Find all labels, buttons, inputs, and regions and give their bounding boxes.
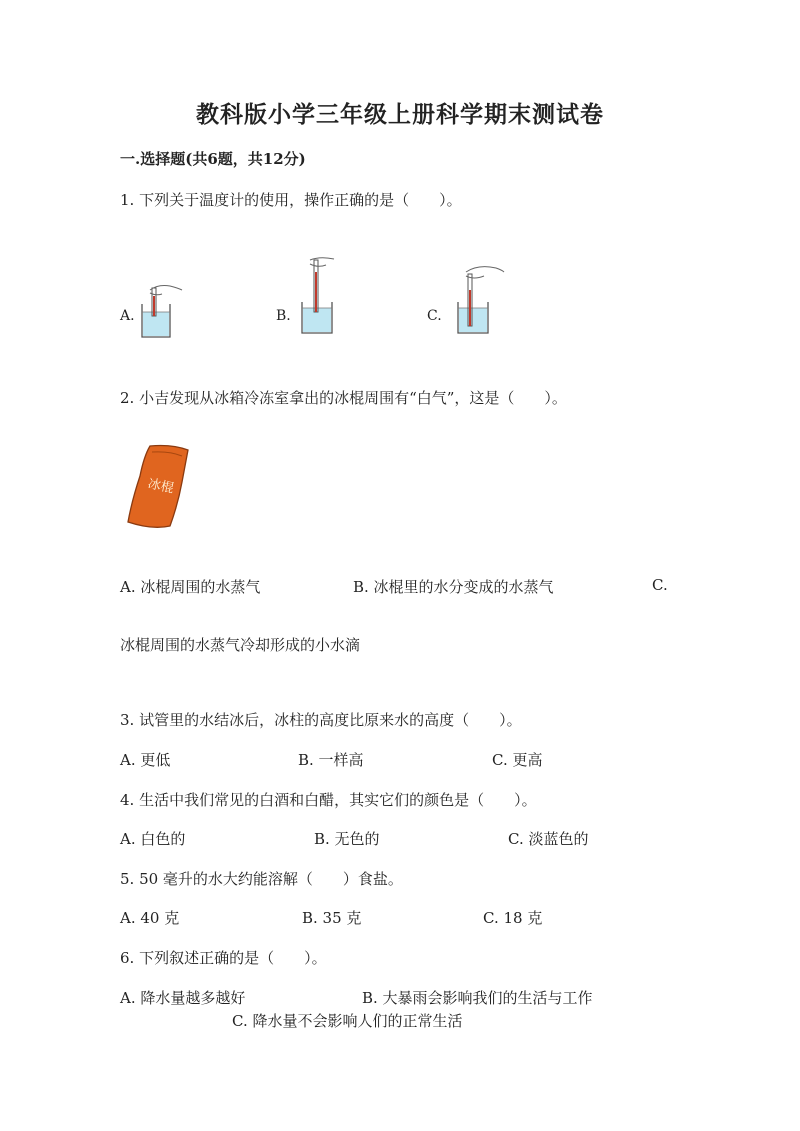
q1-option-a-label: A. — [120, 308, 135, 324]
q3-option-a: A. 更低 — [120, 751, 171, 769]
q2-option-a: A. 冰棍周围的水蒸气 — [120, 578, 261, 596]
question-2: 2. 小吉发现从冰箱冷冻室拿出的冰棍周围有“白气”，这是（ ）。 — [120, 389, 567, 407]
q4-option-c: C. 淡蓝色的 — [508, 830, 589, 848]
q5-option-b: B. 35 克 — [302, 909, 362, 927]
beaker-thermometer-b-icon — [300, 256, 340, 336]
q1-option-c-label: C. — [427, 308, 442, 324]
question-4: 4. 生活中我们常见的白酒和白醋，其实它们的颜色是（ ）。 — [120, 791, 537, 809]
popsicle-label: 冰棍 — [146, 476, 176, 497]
popsicle-image — [122, 442, 194, 532]
q4-option-a: A. 白色的 — [120, 830, 186, 848]
q6-option-b: B. 大暴雨会影响我们的生活与工作 — [362, 989, 593, 1007]
question-1: 1. 下列关于温度计的使用，操作正确的是（ ）。 — [120, 191, 462, 209]
q4-option-b: B. 无色的 — [314, 830, 380, 848]
q5-option-c: C. 18 克 — [483, 909, 543, 927]
q6-option-a: A. 降水量越多越好 — [120, 989, 246, 1007]
question-5: 5. 50 毫升的水大约能溶解（ ）食盐。 — [120, 870, 403, 888]
q2-option-c-label: C. — [652, 576, 668, 594]
question-3: 3. 试管里的水结冰后，冰柱的高度比原来水的高度（ ）。 — [120, 711, 522, 729]
q5-option-a: A. 40 克 — [120, 909, 180, 927]
question-6: 6. 下列叙述正确的是（ ）。 — [120, 949, 327, 967]
page-title: 教科版小学三年级上册科学期末测试卷 — [196, 101, 604, 128]
section-heading: 一.选择题(共6题，共12分) — [120, 150, 306, 168]
beaker-thermometer-c-icon — [456, 258, 504, 336]
q2-option-b: B. 冰棍里的水分变成的水蒸气 — [353, 578, 554, 596]
q2-option-c: 冰棍周围的水蒸气冷却形成的小水滴 — [120, 636, 361, 654]
q3-option-c: C. 更高 — [492, 751, 543, 769]
q1-option-b-label: B. — [276, 308, 291, 324]
q3-option-b: B. 一样高 — [298, 751, 364, 769]
beaker-thermometer-a-icon — [140, 282, 184, 340]
q6-option-c: C. 降水量不会影响人们的正常生活 — [232, 1012, 463, 1030]
